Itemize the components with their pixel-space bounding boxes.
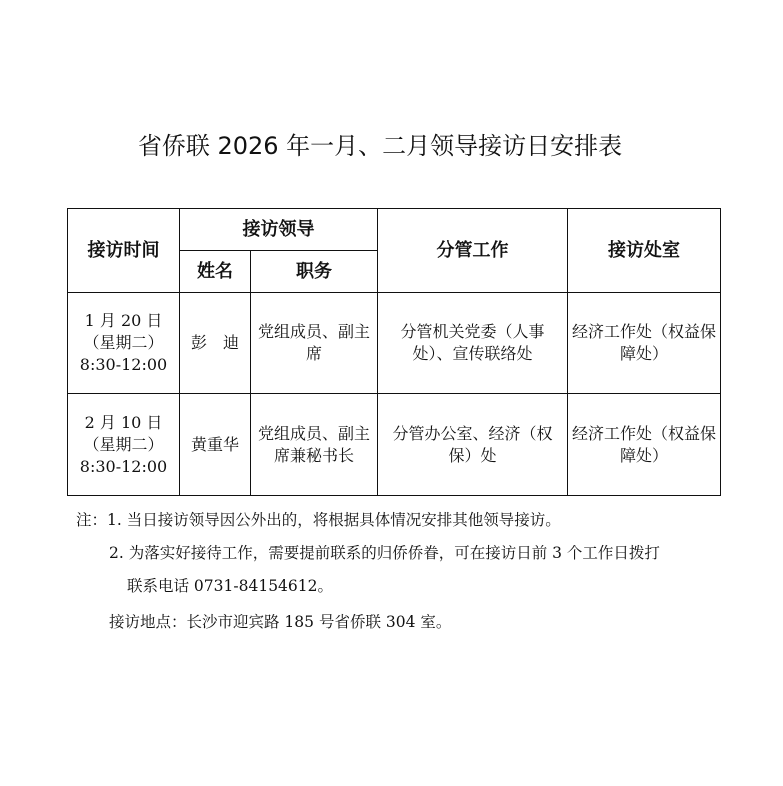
cell-name: 黄重华 — [180, 394, 251, 496]
table-row — [68, 293, 721, 394]
cell-office: 经济工作处（权益保障处） — [568, 293, 721, 394]
weekday: （星期二） — [83, 434, 164, 454]
date: 1 月 20 日 — [84, 311, 163, 330]
hours: 8:30-12:00 — [79, 456, 168, 476]
note-1: 注：1. 当日接访领导因公外出的，将根据具体情况安排其他领导接访。 — [76, 511, 561, 529]
header-leader: 接访领导 — [180, 209, 378, 251]
weekday: （星期二） — [83, 333, 164, 352]
header-office: 接访处室 — [568, 209, 721, 293]
page-title: 省侨联 2026 年一月、二月领导接访日安排表 — [137, 132, 623, 160]
cell-responsibility: 分管办公室、经济（权保）处 — [378, 394, 568, 496]
header-name: 姓名 — [180, 251, 251, 293]
header-position: 职务 — [251, 251, 378, 293]
cell-position: 党组成员、副主席 — [251, 293, 378, 394]
date: 2 月 10 日 — [84, 412, 163, 432]
hours: 8:30-12:00 — [79, 355, 168, 374]
header-time: 接访时间 — [68, 209, 180, 293]
cell-time — [68, 293, 180, 394]
table-row — [68, 394, 721, 496]
cell-responsibility: 分管机关党委（人事处）、宣传联络处 — [378, 293, 568, 394]
cell-name: 彭 迪 — [180, 293, 251, 394]
cell-position: 党组成员、副主席兼秘书长 — [251, 394, 378, 496]
cell-office: 经济工作处（权益保障处） — [568, 394, 721, 496]
reception-schedule-table — [67, 208, 721, 496]
reception-location: 接访地点：长沙市迎宾路 185 号省侨联 304 室。 — [109, 613, 452, 631]
note-2-continued: 联系电话 0731-84154612。 — [127, 577, 334, 595]
header-responsibility: 分管工作 — [378, 209, 568, 293]
cell-time — [68, 394, 180, 496]
note-2: 2. 为落实好接待工作，需要提前联系的归侨侨眷，可在接访日前 3 个工作日拨打 — [109, 544, 660, 562]
